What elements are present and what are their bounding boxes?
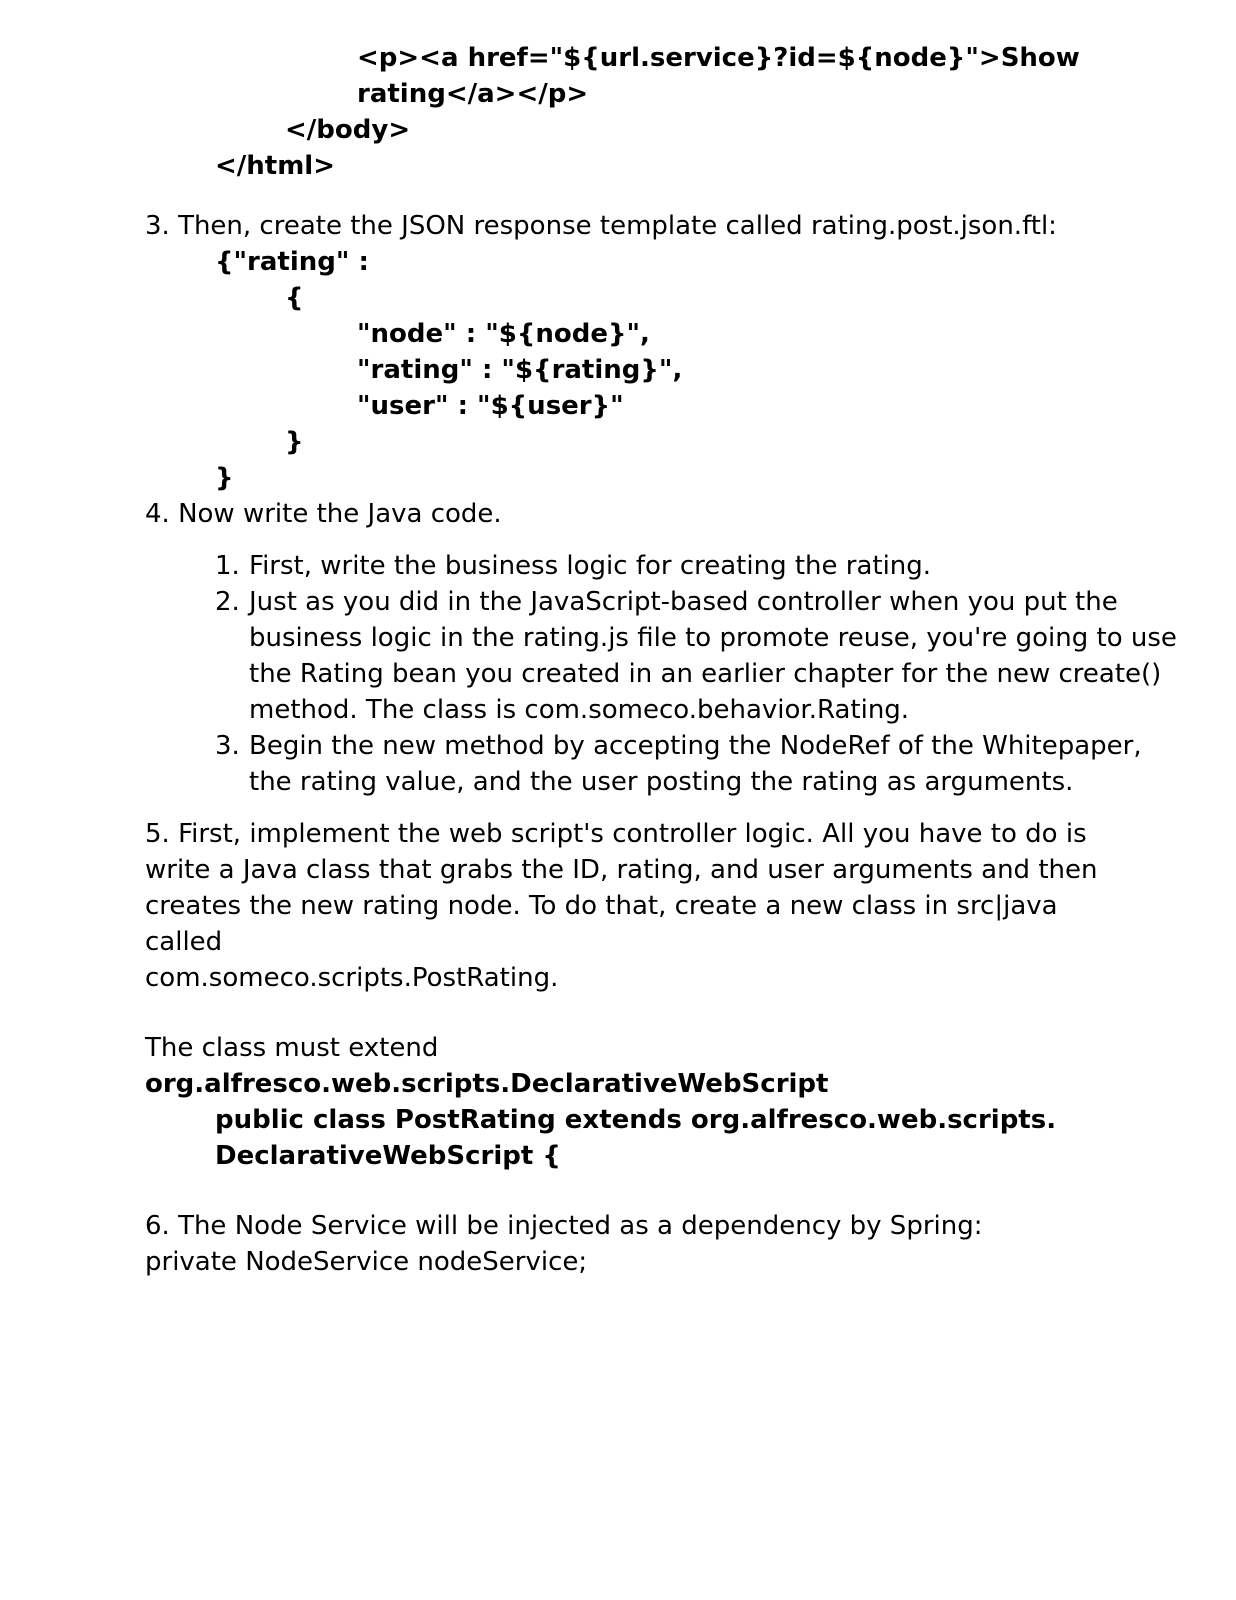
list-item: [215, 548, 1186, 584]
paragraph-line: 6. The Node Service will be injected as a dependency by Spring:: [145, 1211, 983, 1241]
code-line: <p><a href="${url.service}?id=${node}">Show: [357, 43, 1080, 73]
step-5-paragraph: [145, 816, 1186, 996]
paragraph-line: creates the new rating node. To do that, create a new class in src|java: [145, 891, 1058, 921]
step-6-paragraph: [145, 1208, 1186, 1280]
code-line: {"rating" :: [215, 247, 369, 277]
code-line: {: [285, 283, 304, 313]
code-block-json: [145, 244, 1186, 496]
paragraph-line: called: [145, 927, 223, 957]
paragraph-line: write a Java class that grabs the ID, rating, and user arguments and then: [145, 855, 1098, 885]
list-item: [215, 728, 1186, 800]
substeps-list: [215, 548, 1186, 800]
paragraph-line: com.someco.scripts.PostRating.: [145, 963, 559, 993]
code-line: DeclarativeWebScript {: [215, 1141, 561, 1171]
list-text: Begin the new method by accepting the NodeRef of the Whitepaper, the rating value, and the user posting the rating as arguments.: [249, 731, 1142, 797]
code-block-html: [145, 40, 1186, 184]
list-marker: 1.: [215, 551, 240, 581]
class-name-line: org.alfresco.web.scripts.DeclarativeWebScript: [145, 1069, 829, 1099]
list-marker: 2.: [215, 587, 240, 617]
code-line: </html>: [215, 151, 336, 181]
code-line: </body>: [285, 115, 411, 145]
list-text: Just as you did in the JavaScript-based controller when you put the business logic in the rating.js file to promote reuse, you're going to use the Rating bean you created in an earlier chapter for the new create() method. The class is com.someco.behavior.Rating.: [249, 587, 1177, 725]
code-line: "rating" : "${rating}",: [357, 355, 683, 385]
step-3-paragraph: 3. Then, create the JSON response template called rating.post.json.ftl:: [145, 211, 1057, 241]
list-marker: 3.: [215, 731, 240, 761]
code-line: "user" : "${user}": [357, 391, 624, 421]
code-line: public class PostRating extends org.alfresco.web.scripts.: [215, 1105, 1057, 1135]
paragraph-line: The class must extend: [145, 1033, 439, 1063]
list-text: First, write the business logic for creating the rating.: [249, 551, 932, 581]
paragraph-line: private NodeService nodeService;: [145, 1247, 588, 1277]
code-line: }: [285, 427, 304, 457]
code-line: }: [215, 463, 234, 493]
list-item: [215, 584, 1186, 728]
step-4-paragraph: 4. Now write the Java code.: [145, 499, 502, 529]
class-extend-paragraph: [145, 1030, 1186, 1174]
paragraph-line: 5. First, implement the web script's controller logic. All you have to do is: [145, 819, 1087, 849]
code-line: "node" : "${node}",: [357, 319, 650, 349]
code-line: rating</a></p>: [357, 79, 589, 109]
